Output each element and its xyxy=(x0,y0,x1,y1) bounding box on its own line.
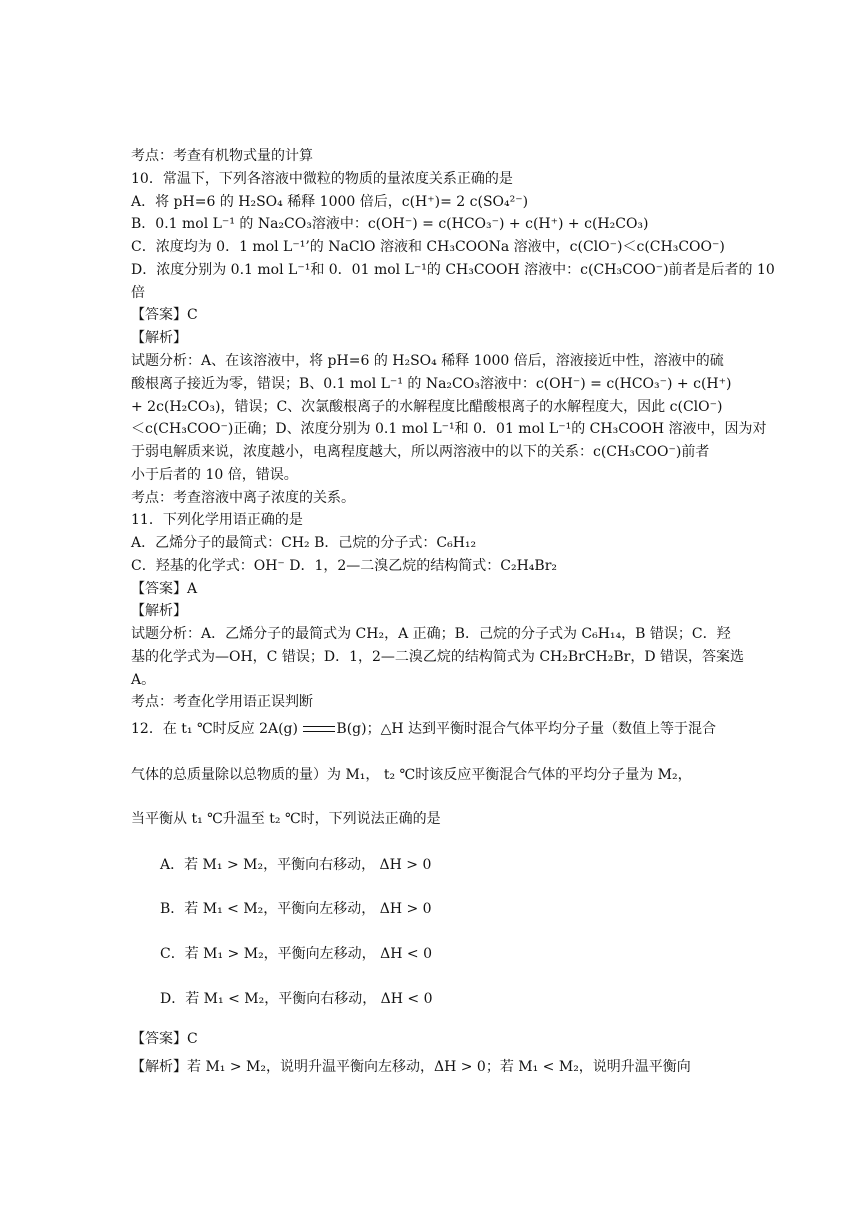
analysis-text: 于弱电解质来说，浓度越小，电离程度越大，所以两溶液中的以下的关系：c(CH₃COO⁻)前者 xyxy=(131,444,710,460)
question-10-option-a: A．将 pH=6 的 H₂SO₄ 稀释 1000 倍后，c(H⁺)= 2 c(SO₄²⁻) xyxy=(131,194,529,210)
analysis-text: A。 xyxy=(131,672,156,688)
analysis-text: 小于后者的 10 倍，错误。 xyxy=(131,467,298,483)
analysis-text: 试题分析：A、在该溶液中，将 pH=6 的 H₂SO₄ 稀释 1000 倍后，溶液接近中性，溶液中的硫 xyxy=(131,353,724,369)
question-10-option-d: D．浓度分别为 0.1 mol L⁻¹和 0．01 mol L⁻¹的 CH₃COOH 溶液中：c(CH₃COO⁻)前者是后者的 10 xyxy=(131,262,775,278)
analysis-text: + 2c(H₂CO₃)，错误；C、次氯酸根离子的水解程度比醋酸根离子的水解程度大，因此 c(ClO⁻) xyxy=(131,399,723,415)
text-line: 考点：考查有机物式量的计算 xyxy=(131,148,313,164)
equilibrium-arrow-icon xyxy=(303,723,335,735)
question-12-stem-line3: 当平衡从 t₁ ℃升温至 t₂ ℃时，下列说法正确的是 xyxy=(131,811,441,827)
question-12-option-d: D．若 M₁ < M₂，平衡向右移动， ΔH < 0 xyxy=(160,991,433,1007)
analysis-heading: 【解析】 xyxy=(131,330,187,346)
text-line: 倍 xyxy=(131,285,145,301)
question-12-stem-part: 12．在 t₁ ℃时反应 2A(g) xyxy=(131,721,303,737)
question-12-stem-part: B(g)；△H 达到平衡时混合气体平均分子量（数值上等于混合 xyxy=(336,721,717,737)
question-12-option-c: C．若 M₁ > M₂，平衡向左移动， ΔH < 0 xyxy=(160,946,432,962)
topic-line: 考点：考查溶液中离子浓度的关系。 xyxy=(131,490,355,506)
question-10-option-b: B．0.1 mol L⁻¹ 的 Na₂CO₃溶液中：c(OH⁻) = c(HCO₃⁻) + c(H⁺) + c(H₂CO₃) xyxy=(131,216,649,232)
analysis-text: 试题分析：A．乙烯分子的最简式为 CH₂，A 正确；B．己烷的分子式为 C₆H₁₄，B 错误；C．羟 xyxy=(131,626,731,642)
question-10-stem: 10．常温下，下列各溶液中微粒的物质的量浓度关系正确的是 xyxy=(131,171,513,187)
question-11-options-cd: C．羟基的化学式：OH⁻ D．1，2—二溴乙烷的结构简式：C₂H₄Br₂ xyxy=(131,558,558,574)
question-12-option-b: B．若 M₁ < M₂，平衡向左移动， ΔH > 0 xyxy=(160,901,432,917)
analysis-text: 【解析】若 M₁ > M₂，说明升温平衡向左移动，ΔH > 0；若 M₁ < M₂，说明升温平衡向 xyxy=(131,1059,691,1075)
topic-line: 考点：考查化学用语正误判断 xyxy=(131,694,313,710)
question-11-stem: 11．下列化学用语正确的是 xyxy=(131,512,303,528)
analysis-heading: 【解析】 xyxy=(131,603,187,619)
analysis-text: ＜c(CH₃COO⁻)正确；D、浓度分别为 0.1 mol L⁻¹和 0．01 mol L⁻¹的 CH₃COOH 溶液中，因为对 xyxy=(131,421,767,437)
answer-line: 【答案】C xyxy=(131,1031,198,1047)
answer-line: 【答案】A xyxy=(131,581,198,597)
question-12-stem-line1 xyxy=(131,720,731,739)
question-10-option-c: C．浓度均为 0．1 mol L⁻¹’的 NaClO 溶液和 CH₃COONa 溶液中，c(ClO⁻)＜c(CH₃COO⁻) xyxy=(131,239,725,255)
question-11-options-ab: A．乙烯分子的最简式：CH₂ B．己烷的分子式：C₆H₁₂ xyxy=(131,535,477,551)
analysis-text: 酸根离子接近为零，错误；B、0.1 mol L⁻¹ 的 Na₂CO₃溶液中：c(OH⁻) = c(HCO₃⁻) + c(H⁺) xyxy=(131,376,732,392)
question-12-option-a: A．若 M₁ > M₂，平衡向右移动， ΔH > 0 xyxy=(160,857,432,873)
answer-line: 【答案】C xyxy=(131,307,198,323)
analysis-text: 基的化学式为—OH，C 错误；D．1，2—二溴乙烷的结构简式为 CH₂BrCH₂Br，D 错误，答案选 xyxy=(131,649,745,665)
question-12-stem-line2: 气体的总质量除以总物质的量）为 M₁， t₂ ℃时该反应平衡混合气体的平均分子量为 M₂， xyxy=(131,767,692,783)
